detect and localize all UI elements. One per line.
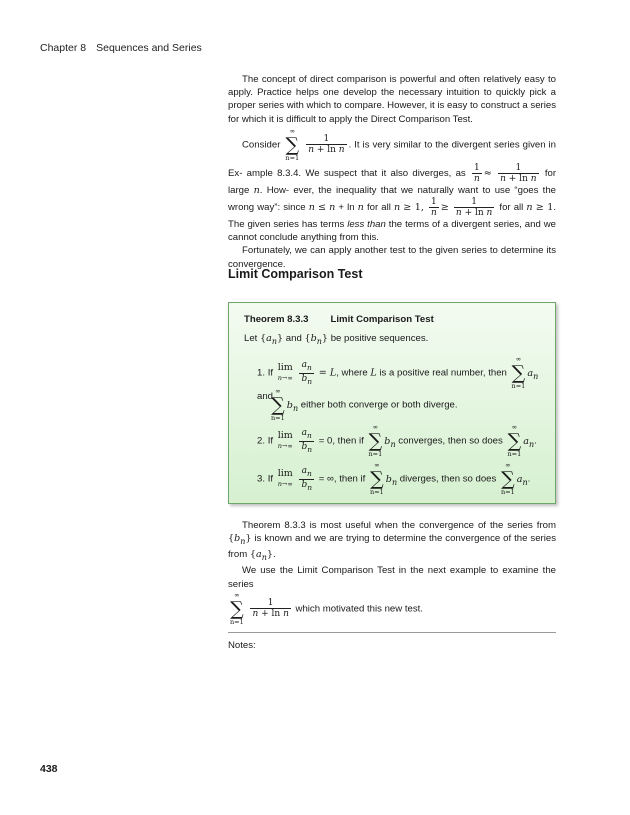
- sum-symbol: ∞ ∑ n=1: [370, 461, 384, 496]
- sum-symbol: ∞ ∑ n=1: [368, 423, 383, 458]
- theorem-intro: Let $\{a_n\}$ and $\{b_n\}$ be positive sequences.: [244, 333, 429, 346]
- fraction-an-over-bn: $\frac{a_n}{b_n}$: [301, 465, 313, 492]
- fraction-1-over-n: $\frac{1}{n}$: [430, 197, 437, 219]
- after-theorem-text: [228, 519, 556, 627]
- running-header: [40, 42, 202, 54]
- limit-operator: lim n→∞: [277, 362, 293, 382]
- sum-symbol: ∞ ∑ n=1: [507, 423, 522, 458]
- fraction-1-over-n-plus-ln-n: $\frac{1}{\text{n + ln n}}$: [308, 134, 345, 156]
- theorem-item-3: 3. If lim n→∞ $\frac{a_n}{b_n}$ = ∞, then if ∞ ∑ n=1 $b_n$ diverges, then so does ∞ ∑ n=1 $a_n$.: [257, 461, 531, 496]
- sum-symbol: ∞ ∑ n=1: [511, 355, 526, 390]
- fraction-1-over-n-plus-ln-n: $\frac{1}{\text{n + ln n}}$: [252, 598, 289, 620]
- fraction-1-over-n: $\frac{1}{n}$: [474, 162, 480, 184]
- limit-operator: lim n→∞: [277, 468, 293, 488]
- paragraph-theorem-useful: Theorem 8.3.3 is most useful when the convergence of the series from $\{b_n\}$ is known and we are trying to determine the convergence of the series from $\{a_n\}$.: [228, 520, 556, 563]
- paragraph-series-line: ∞ ∑ n=1 $\frac{1}{\text{n + ln n}}$ which motivated this new test.: [230, 590, 423, 626]
- theorem-heading: Theorem 8.3.3 Limit Comparison Test: [244, 314, 434, 325]
- section-title: Limit Comparison Test: [228, 267, 363, 281]
- sum-symbol: ∞ ∑ n=1: [500, 461, 515, 496]
- theorem-item-1-continued: ∞ ∑ n=1 $b_n$ either both converge or both diverge.: [271, 387, 458, 422]
- notes-label: Notes:: [228, 640, 256, 651]
- sum-symbol: ∞ ∑ n=1: [271, 387, 285, 422]
- sum-symbol: ∞ ∑ n=1: [230, 590, 244, 626]
- fraction-1-over-n-plus-ln-n: $\frac{1}{\text{n + ln n}}$: [500, 162, 537, 184]
- fraction-1-over-n-plus-ln-n: $\frac{1}{\text{n + ln n}}$: [455, 197, 493, 219]
- fraction-an-over-bn: $\frac{a_n}{b_n}$: [301, 427, 313, 454]
- paragraph-next-example: We use the Limit Comparison Test in the next example to examine the series: [228, 565, 556, 590]
- paragraph-consider: Consider ∞ ∑ n=1 $\frac{1}{\text{n + ln n}}$ . It is very similar to the divergent series given in Ex- ample 8.3.4. We suspect that it also diverges, as $\frac{1}{n}$ ≈ $\frac{1}{\text{n + ln n}}$ for large n. How- ever, the inequality that we naturally want to use “goes the wrong way”: since n ≤ n + ln n for all n ≥ 1, $\frac{1}{n}$ ≥ $\frac{1}{\text{n + ln n}}$ for all n ≥ 1. The given series has terms less than the terms of a divergent series, and we cannot conclude anything from this.: [228, 126, 557, 244]
- theorem-box: [228, 302, 556, 504]
- chapter-label: Chapter 8: [40, 42, 87, 54]
- chapter-title: Sequences and Series: [96, 42, 202, 54]
- fraction-an-over-bn: $\frac{a_n}{b_n}$: [301, 359, 313, 386]
- intro-text: [228, 73, 556, 271]
- paragraph-fortunately: Fortunately, we can apply another test to the given series to determine its convergence.: [228, 245, 556, 270]
- theorem-item-1: 1. If lim n→∞ $\frac{a_n}{b_n}$ = L, where L is a positive real number, then ∞ ∑ n=1 $a_n$ and: [257, 355, 539, 402]
- notes-divider: [228, 632, 556, 633]
- paragraph-direct-comparison: The concept of direct comparison is powerful and often relatively easy to apply. Practice helps one develop the necessary intuition to quickly pick a proper series with which to compare. However, it is easy to construct a series for which it is difficult to apply the Direct Comparison Test.: [228, 74, 556, 125]
- page-number: 438: [40, 763, 58, 775]
- sum-symbol: ∞ ∑ n=1: [285, 126, 300, 162]
- limit-operator: lim n→∞: [277, 430, 293, 450]
- theorem-item-2: 2. If lim n→∞ $\frac{a_n}{b_n}$ = 0, then if ∞ ∑ n=1 $b_n$ converges, then so does ∞ ∑ n=1 $a_n$.: [257, 423, 537, 458]
